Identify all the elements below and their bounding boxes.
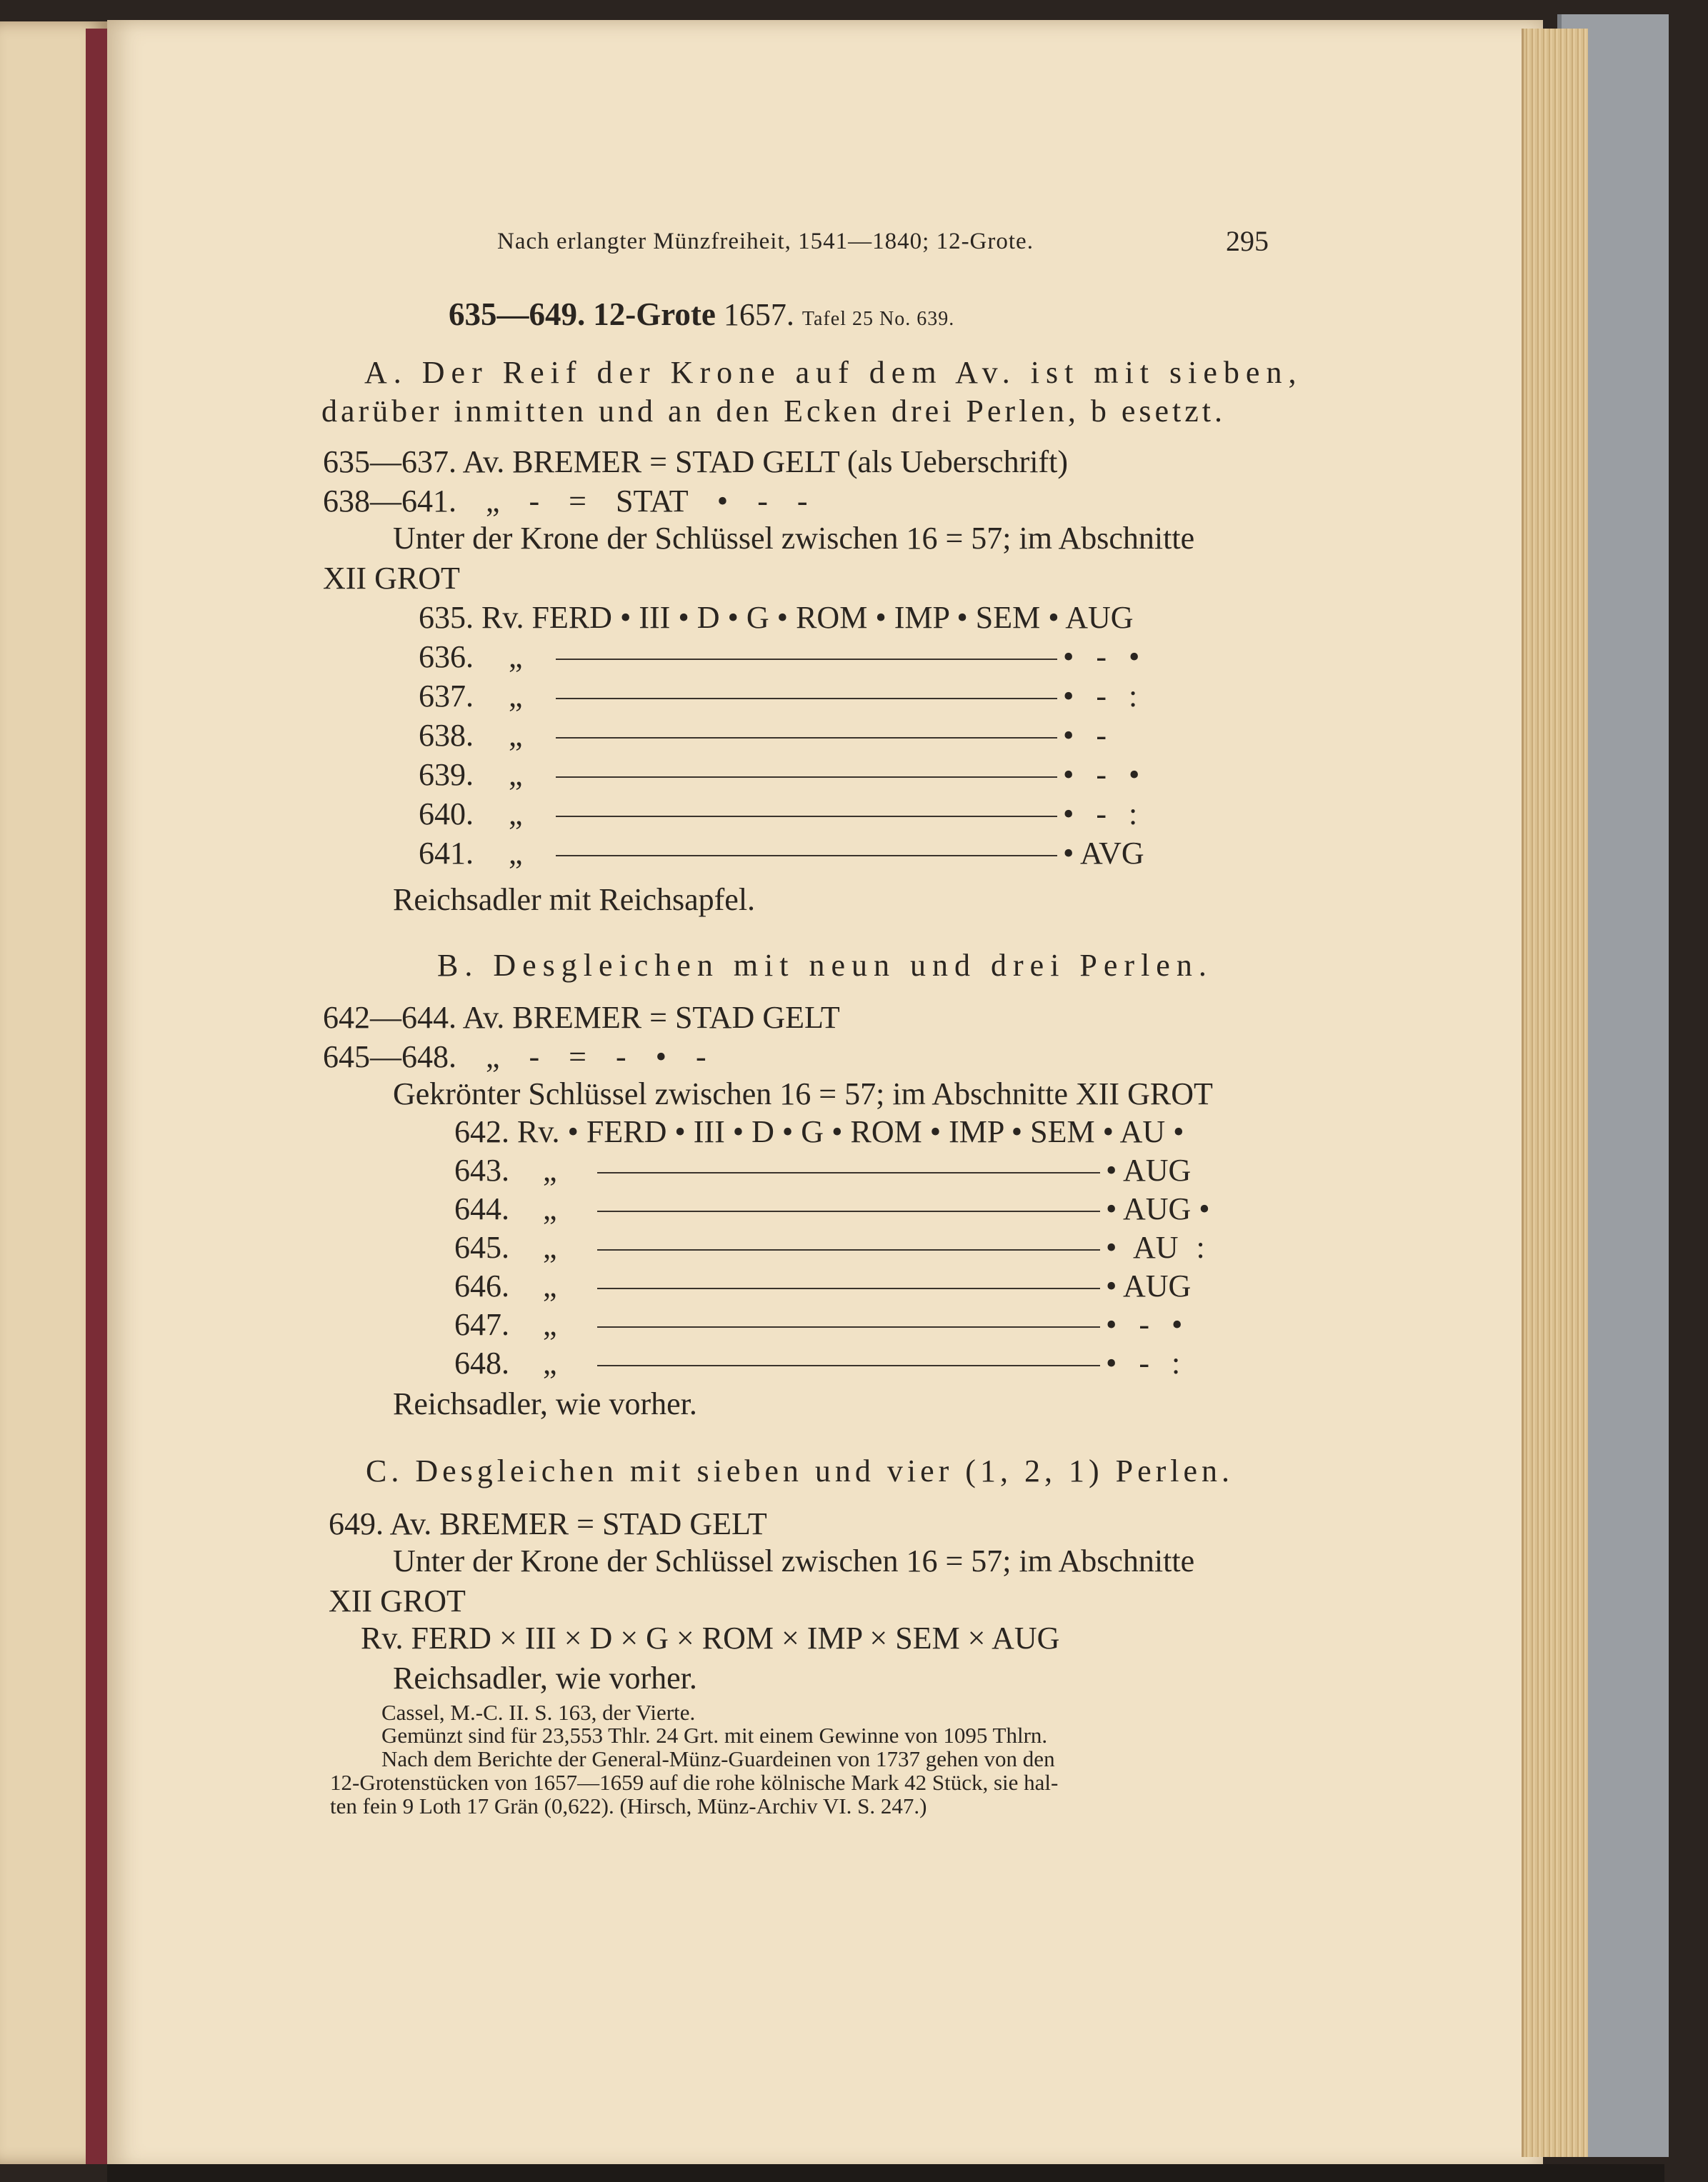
obverse-649: 649. Av. BREMER = STAD GELT <box>329 1506 767 1541</box>
footnote-line-1: Cassel, M.-C. II. S. 163, der Vierte. <box>381 1700 696 1725</box>
reverse-row-number: 643. <box>454 1153 509 1188</box>
reverse-642: 642. Rv. • FERD • III • D • G • ROM • IMP • SEM • AU • <box>454 1114 1184 1149</box>
entry-title <box>449 296 955 332</box>
reverse-row-ending: • - : <box>1063 679 1138 714</box>
plate-reference: Tafel 25 No. 639. <box>801 308 955 330</box>
footnote-line-2: Gemünzt sind für 23,553 Thlr. 24 Grt. mit einem Gewinne von 1095 Thlrn. <box>381 1723 1048 1748</box>
page-number: 295 <box>1226 225 1269 257</box>
section-c-title: C. Desgleichen mit sieben und vier (1, 2, 1) Perlen. <box>366 1453 1234 1488</box>
ditto-mark: „ <box>509 757 523 792</box>
section-c-description: Unter der Krone der Schlüssel zwischen 16 = 57; im Abschnitte <box>393 1543 1195 1578</box>
footnote-line-5: ten fein 9 Loth 17 Grän (0,622). (Hirsch, Münz-Archiv VI. S. 247.) <box>330 1793 927 1818</box>
ditto-mark: „ <box>509 718 523 753</box>
reverse-row-ending: • AUG <box>1106 1153 1192 1188</box>
reverse-row-ending: • - • <box>1106 1307 1183 1342</box>
section-c-reverse-note: Reichsadler, wie vorher. <box>393 1661 697 1696</box>
section-a-description-2: XII GROT <box>323 561 460 596</box>
ditto-rule <box>597 1326 1100 1328</box>
reverse-row-number: 636. <box>419 639 474 674</box>
reverse-row-ending: • AUG <box>1106 1268 1192 1303</box>
reverse-row-number: 647. <box>454 1307 509 1342</box>
ditto-rule <box>556 698 1057 699</box>
footnote-line-4: 12-Grotenstücken von 1657—1659 auf die rohe kölnische Mark 42 Stück, sie hal- <box>330 1770 1059 1795</box>
ditto-rule <box>556 776 1057 778</box>
reverse-row-number: 644. <box>454 1191 509 1226</box>
footnote-line-3: Nach dem Berichte der General-Münz-Guardeinen von 1737 gehen von den <box>381 1746 1055 1771</box>
ditto-mark: „ <box>509 639 523 674</box>
reverse-row-number: 648. <box>454 1346 509 1381</box>
obverse-642-644: 642—644. Av. BREMER = STAD GELT <box>323 1000 840 1035</box>
ditto-mark: „ <box>509 836 523 871</box>
section-b-description: Gekrönter Schlüssel zwischen 16 = 57; im Abschnitte XII GROT <box>393 1076 1213 1111</box>
reverse-row-ending: • - : <box>1063 796 1138 831</box>
ditto-mark: „ <box>543 1153 557 1188</box>
reverse-row-ending: • AVG <box>1063 836 1144 871</box>
running-title: Nach erlangter Münzfreiheit, 1541—1840; 12-Grote. <box>497 229 1034 254</box>
ditto-rule <box>597 1288 1100 1289</box>
ditto-mark: „ <box>543 1307 557 1342</box>
ditto-mark: „ <box>543 1268 557 1303</box>
reverse-row-number: 641. <box>419 836 474 871</box>
reverse-row-ending: • AUG • <box>1106 1191 1210 1226</box>
obverse-645-648: 645—648. „ - = - • - <box>323 1039 706 1074</box>
ditto-rule <box>597 1365 1100 1366</box>
reverse-649: Rv. FERD × III × D × G × ROM × IMP × SEM × AUG <box>361 1621 1060 1656</box>
ditto-rule <box>556 737 1057 739</box>
section-a-line-1: A. Der Reif der Krone auf dem Av. ist mit sieben, <box>364 355 1303 390</box>
reverse-row-ending: • - • <box>1063 757 1140 792</box>
reverse-row-ending: • - : <box>1106 1346 1181 1381</box>
reverse-row-number: 646. <box>454 1268 509 1303</box>
reverse-635: 635. Rv. FERD • III • D • G • ROM • IMP • SEM • AUG <box>419 600 1134 635</box>
ditto-rule <box>597 1249 1100 1251</box>
reverse-row-ending: • - • <box>1063 639 1140 674</box>
section-c-description-2: XII GROT <box>329 1583 466 1618</box>
reverse-row-number: 645. <box>454 1230 509 1265</box>
page-stack-edge <box>1522 29 1588 2157</box>
section-a-line-2: darüber inmitten und an den Ecken drei Perlen, b esetzt. <box>321 394 1226 429</box>
ditto-mark: „ <box>543 1191 557 1226</box>
entry-denomination: 12-Grote <box>593 296 716 332</box>
ditto-rule <box>556 816 1057 817</box>
ditto-rule <box>597 1172 1100 1173</box>
cover-bottom <box>107 2164 1664 2182</box>
entry-year: 1657. <box>723 297 794 332</box>
ditto-mark: „ <box>509 796 523 831</box>
ditto-mark: „ <box>543 1230 557 1265</box>
ditto-rule <box>597 1211 1100 1212</box>
obverse-638-641: 638—641. „ - = STAT • - - <box>323 484 808 519</box>
reverse-row-number: 637. <box>419 679 474 714</box>
entry-range: 635—649. <box>449 296 586 332</box>
section-b-reverse-note: Reichsadler, wie vorher. <box>393 1386 697 1421</box>
ditto-rule <box>556 855 1057 856</box>
ditto-rule <box>556 659 1057 660</box>
reverse-row-ending: • - <box>1063 718 1107 753</box>
obverse-635-637: 635—637. Av. BREMER = STAD GELT (als Ueberschrift) <box>323 444 1068 479</box>
reverse-row-number: 638. <box>419 718 474 753</box>
section-a-reverse-note: Reichsadler mit Reichsapfel. <box>393 882 756 917</box>
section-b-title: B. Desgleichen mit neun und drei Perlen. <box>437 948 1213 983</box>
reverse-row-number: 640. <box>419 796 474 831</box>
reverse-row-number: 639. <box>419 757 474 792</box>
ditto-mark: „ <box>543 1346 557 1381</box>
reverse-row-ending: • AU : <box>1106 1230 1205 1265</box>
ditto-mark: „ <box>509 679 523 714</box>
section-a-description: Unter der Krone der Schlüssel zwischen 16 = 57; im Abschnitte <box>393 521 1195 556</box>
